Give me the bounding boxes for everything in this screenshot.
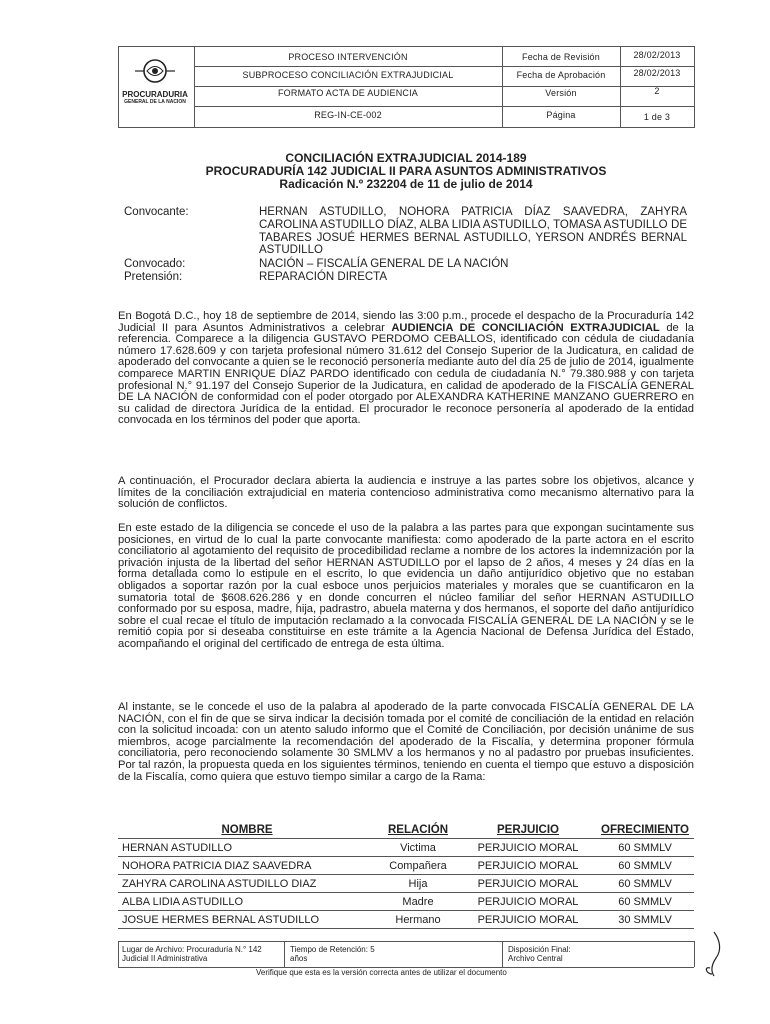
logo-subtitle: GENERAL DE LA NACION [124,99,186,105]
cell-relacion: Victima [376,839,460,857]
cell-ofrecimiento: 60 SMMLV [596,857,694,875]
procuraduria-logo [122,56,188,116]
cell-relacion: Hermano [376,911,460,929]
table-row [118,839,694,857]
paragraph-opening-bold: AUDIENCIA DE CONCILIACIÓN EXTRAJUDICIAL [391,321,660,334]
cell-nombre: JOSUE HERMES BERNAL ASTUDILLO [118,911,376,929]
header-subproceso: SUBPROCESO CONCILIACIÓN EXTRAJUDICIAL [242,70,454,80]
paragraph-convocante-position [118,523,694,651]
cell-nombre: HERNAN ASTUDILLO [118,839,376,857]
field-label-aprobacion: Fecha de Aprobación [516,70,606,80]
cell-perjuicio: PERJUICIO MORAL [460,839,596,857]
col-relacion: RELACIÓN [376,821,460,839]
paragraph-convocante-text: En este estado de la diligencia se concede el uso de la palabra a las partes para que expongan sucintamente sus posiciones, en virtud de lo cual la parte convocante manifiesta: como apoderado de la parte actora en el escrito conciliatorio al agotamiento del requisito de procedibilidad reclame a nombre de los actores la indemnización por la privación injusta de la libertad del señor HERNAN ASTUDILLO por el lapso de 2 años, 4 meses y 24 días en la forma detallada como lo estipule en el escrito, lo que evidencia un daño antijurídico objetivo que no estaban obligados a soportar razón por la cual esboce unos perjuicios materiales y morales que se cuantificaron en la sumatoria total de $608.626.286 y en donde concurren el núcleo familiar del señor HERNAN ASTUDILLO conformado por su esposa, madre, hija, padrastro, abuela materna y dos hermanos, el soporte del daño antijurídico sobre el cual recae el título de imputación reclamado a la convocada FISCALÍA GENERAL DE LA NACIÓN y se le remitió copia por si deseaba constituirse en este trámite a la Agencia Nacional de Defensa Jurídica del Estado, acompañando el original del certificado de entrega de esta última. [118,522,694,650]
table-row [118,893,694,911]
offer-table [118,821,694,929]
cell-perjuicio: PERJUICIO MORAL [460,857,596,875]
cell-relacion: Madre [376,893,460,911]
table-row [118,911,694,929]
table-row [118,875,694,893]
field-value-pagina: 1 de 3 [643,112,671,122]
header-proceso: PROCESO INTERVENCIÓN [288,52,408,62]
pretension-label: Pretensión: [124,271,183,283]
cell-relacion: Compañera [376,857,460,875]
document-title-block [118,152,694,191]
paragraph-convocada-text: Al instante, se le concede el uso de la palabra al apoderado de la parte convocada FISCALÍA GENERAL DE LA NACIÓN, con el fin de que se sirva indicar la decisión tomada por el comité de conciliación de la entidad en relación con la solicitud incoada: con un atento saludo informo que el Comité de Conciliación, por decisión unánime de sus miembros, acoge parcialmente la recomendación del apoderado de la Fiscalía, y determina proponer fórmula conciliatoria, pero reconociendo solamente 30 SMLMV a los hermanos y no al padastro por pruebas insuficientes. Por tal razón, la propuesta queda en los siguientes términos, teniendo en cuenta el tiempo que estuvo a disposición de la Fiscalía, como quiera que estuvo tiempo similar a cargo de la Rama: [118,701,694,783]
paragraph-instruction-text: A continuación, el Procurador declara abierta la audiencia e instruye a las partes sobre los objetivos, alcance y límites de la conciliación extrajudicial en materia contencioso administrativa como mecanismo alternativo para la solución de conflictos. [118,475,694,511]
cell-perjuicio: PERJUICIO MORAL [460,875,596,893]
paragraph-opening-part2: de la referencia. Comparece a la diligencia GUSTAVO PERDOMO CEBALLOS, identificado con cédula de ciudadanía número 17.628.609 y con tarjeta profesional número 31.612 del Consejo Superior de la Judicatura, en calidad de apoderado del convocante a quien se le reconoció personería mediante auto del día 25 de julio de 2014, igualmente comparece MARTIN ENRIQUE DÍAZ PARDO identificado con cedula de ciudadanía N.° 79.380.988 y con tarjeta profesional N.° 91.197 del Consejo Superior de la Judicatura, en calidad de apoderado de la FISCALÍA GENERAL DE LA NACIÓN de conformidad con el poder otorgado por ALEXANDRA KATHERINE MANZANO GUERRERO en su calidad de directora Jurídica de la entidad. El procurador le reconoce personería al apoderado de la entidad convocada en los términos del poder que aporta. [118,321,695,427]
cell-nombre: ZAHYRA CAROLINA ASTUDILLO DIAZ [118,875,376,893]
title-procuraduria: PROCURADURÍA 142 JUDICIAL II PARA ASUNTOS ADMINISTRATIVOS [205,164,607,178]
cell-nombre: ALBA LIDIA ASTUDILLO [118,893,376,911]
header-codigo: REG-IN-CE-002 [314,110,382,120]
footer-disposicion: Disposición Final: Archivo Central [508,945,571,963]
footer-verify-note: Verifique que esta es la versión correcta antes de utilizar el documento [256,968,507,977]
title-conciliacion: CONCILIACIÓN EXTRAJUDICIAL 2014-189 [285,151,527,165]
col-nombre: NOMBRE [118,821,376,839]
cell-perjuicio: PERJUICIO MORAL [460,893,596,911]
convocado-value: NACIÓN – FISCALÍA GENERAL DE LA NACIÓN [259,258,509,270]
paragraph-opening-part1: En Bogotá D.C., hoy 18 de septiembre de 2014, siendo las 3:00 p.m., procede el despacho de la Procuraduría 142 Judicial II para Asuntos Administrativos a celebrar [118,310,694,334]
pretension-value: REPARACIÓN DIRECTA [259,271,388,283]
header-formato: FORMATO ACTA DE AUDIENCIA [277,88,419,98]
signature-mark [700,930,726,980]
cell-ofrecimiento: 60 SMMLV [596,893,694,911]
convocado-label: Convocado: [124,258,186,270]
field-value-aprobacion: 28/02/2013 [633,68,681,78]
field-label-pagina: Página [546,110,576,120]
cell-nombre: NOHORA PATRICIA DIAZ SAAVEDRA [118,857,376,875]
cell-relacion: Hija [376,875,460,893]
logo-name: PROCURADURIA [122,90,188,99]
table-header-row [118,821,694,839]
document-footer [118,941,694,967]
cell-perjuicio: PERJUICIO MORAL [460,911,596,929]
field-label-revision: Fecha de Revisión [522,52,600,62]
convocante-value: HERNAN ASTUDILLO, NOHORA PATRICIA DÍAZ SAAVEDRA, ZAHYRA CAROLINA ASTUDILLO DÍAZ, ALBA LIDIA ASTUDILLO, TOMASA ASTUDILLO DE TABARES JOSUÉ HERMES BERNAL ASTUDILLO, YERSON ANDRÉS BERNAL ASTUDILLO [259,206,687,257]
document-header [118,46,694,128]
coat-of-arms-icon [133,56,177,86]
convocante-label: Convocante: [124,206,189,218]
field-value-version: 2 [654,86,660,96]
field-value-revision: 28/02/2013 [633,50,681,60]
cell-ofrecimiento: 60 SMMLV [596,839,694,857]
field-label-version: Versión [545,88,577,98]
footer-tiempo: Tiempo de Retención: 5 años [290,945,375,963]
paragraph-opening [118,311,694,427]
col-perjuicio: PERJUICIO [460,821,596,839]
footer-lugar: Lugar de Archivo: Procuraduría N.° 142 Judicial II Administrativa [122,945,262,963]
table-row [118,857,694,875]
col-ofrecimiento: OFRECIMIENTO [596,821,694,839]
cell-ofrecimiento: 30 SMMLV [596,911,694,929]
cell-ofrecimiento: 60 SMMLV [596,875,694,893]
title-radicacion: Radicación N.º 232204 de 11 de julio de 2014 [279,177,533,191]
paragraph-instruction [118,476,694,511]
paragraph-convocada-position [118,702,694,783]
